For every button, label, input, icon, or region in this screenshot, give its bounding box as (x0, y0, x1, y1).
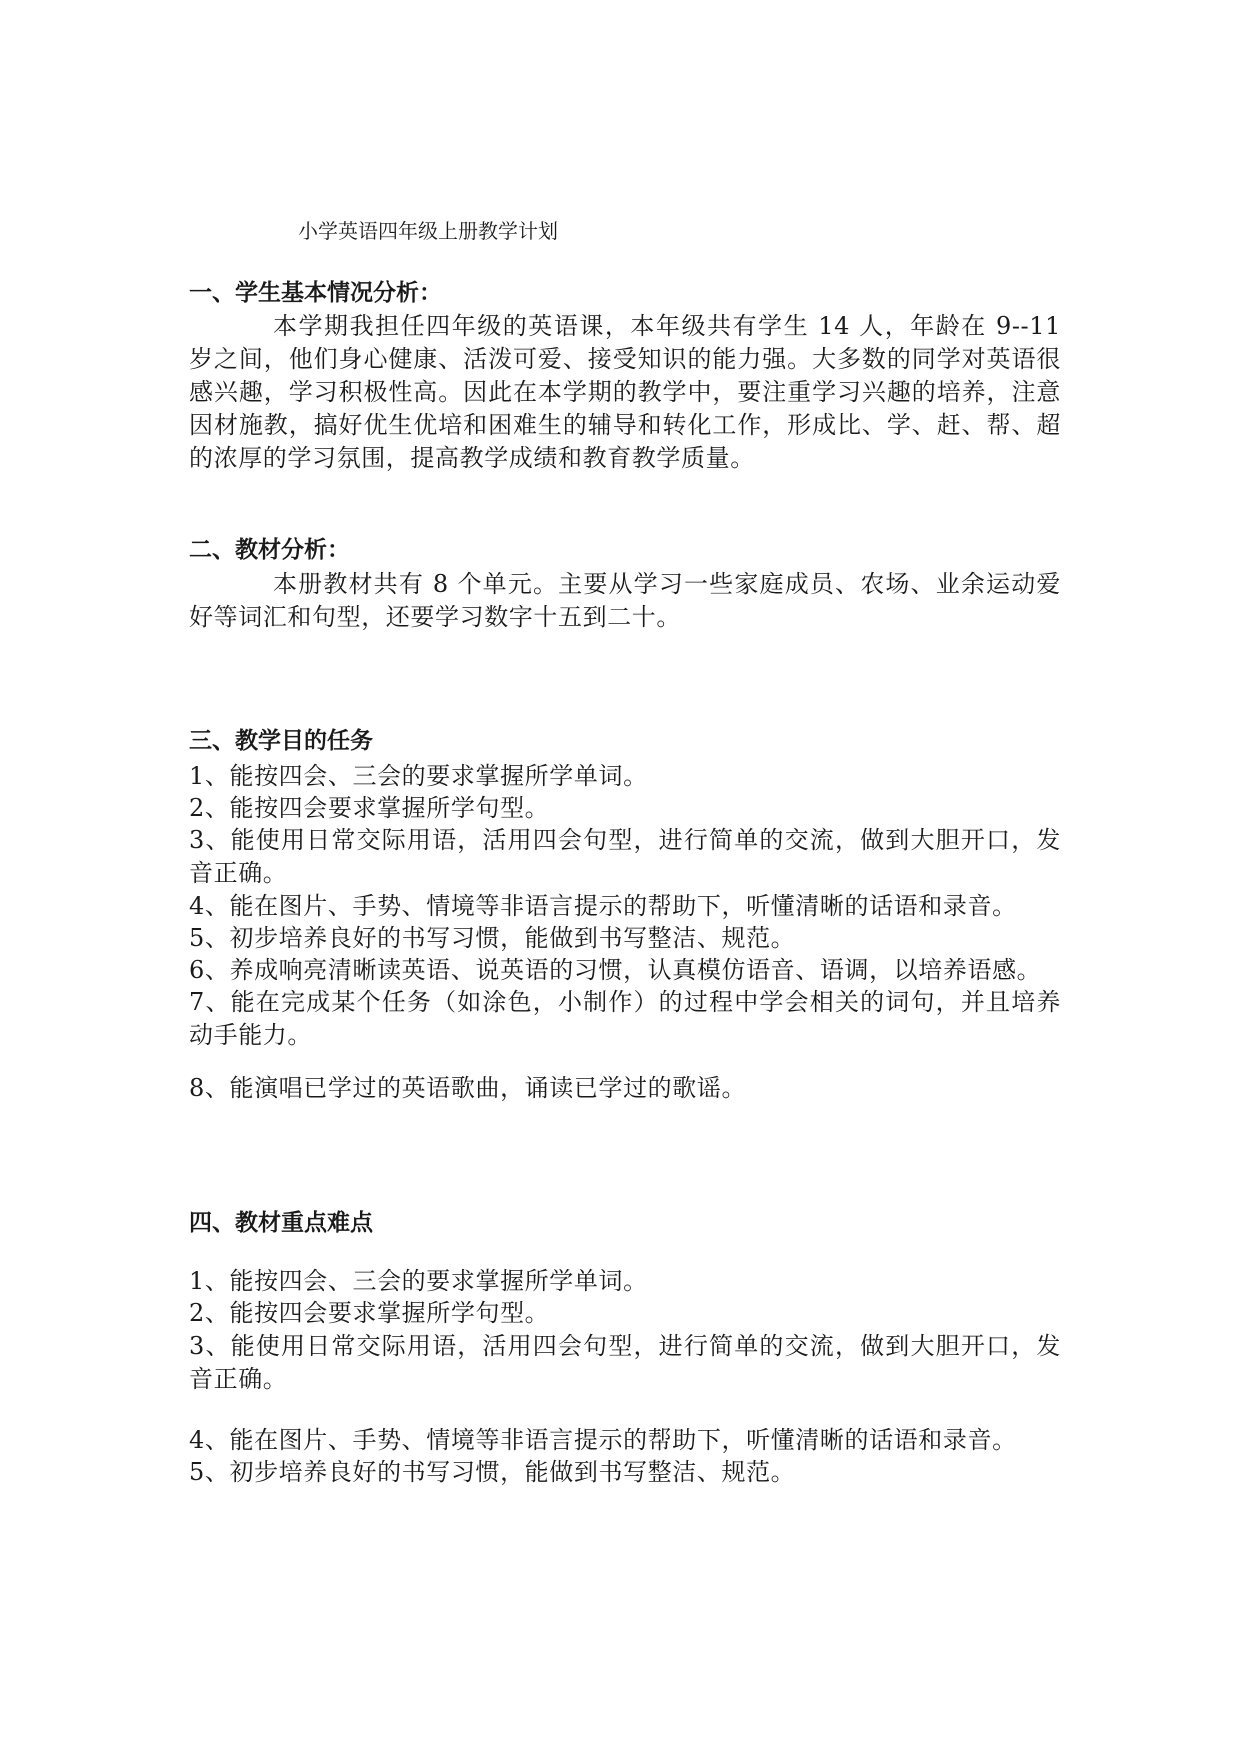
list-item: 3、能使用日常交际用语，活用四会句型，进行简单的交流，做到大胆开口，发音正确。 (189, 826, 1061, 887)
list-item: 1、能按四会、三会的要求掌握所学单词。 (189, 1267, 648, 1295)
list-item: 4、能在图片、手势、情境等非语言提示的帮助下，听懂清晰的话语和录音。 (189, 892, 1017, 920)
list-item: 5、初步培养良好的书写习惯，能做到书写整洁、规范。 (189, 1458, 796, 1486)
list-item: 2、能按四会要求掌握所学句型。 (189, 794, 550, 822)
list-item: 7、能在完成某个任务（如涂色，小制作）的过程中学会相关的词句，并且培养动手能力。 (189, 988, 1061, 1049)
document-title: 小学英语四年级上册教学计划 (298, 219, 558, 243)
section-heading-key-points: 四、教材重点难点 (189, 1210, 373, 1236)
list-item: 3、能使用日常交际用语，活用四会句型，进行简单的交流，做到大胆开口，发音正确。 (189, 1332, 1061, 1393)
list-item: 8、能演唱已学过的英语歌曲，诵读已学过的歌谣。 (189, 1074, 747, 1102)
list-item: 4、能在图片、手势、情境等非语言提示的帮助下，听懂清晰的话语和录音。 (189, 1426, 1017, 1454)
section-body-textbook-analysis: 本册教材共有 8 个单元。主要从学习一些家庭成员、农场、业余运动爱好等词汇和句型，还要学习数字十五到二十。 (189, 570, 1061, 631)
list-item: 2、能按四会要求掌握所学句型。 (189, 1299, 550, 1327)
list-item: 6、养成响亮清晰读英语、说英语的习惯，认真模仿语音、语调，以培养语感。 (189, 956, 1042, 984)
section-heading-teaching-goals: 三、教学目的任务 (189, 728, 373, 754)
section-heading-textbook-analysis: 二、教材分析： (189, 537, 350, 563)
list-item: 5、初步培养良好的书写习惯，能做到书写整洁、规范。 (189, 924, 796, 952)
list-item: 1、能按四会、三会的要求掌握所学单词。 (189, 762, 648, 790)
section-body-student-analysis: 本学期我担任四年级的英语课，本年级共有学生 14 人，年龄在 9--11 岁之间，他们身心健康、活泼可爱、接受知识的能力强。大多数的同学对英语很感兴趣，学习积极性高。因此在本学期的教学中，要注重学习兴趣的培养，注意因材施教，搞好优生优培和困难生的辅导和转化工作，形成比、学、赶、帮、超的浓厚的学习氛围，提高教学成绩和教育教学质量。 (189, 312, 1061, 472)
section-heading-student-analysis: 一、学生基本情况分析： (189, 280, 442, 306)
